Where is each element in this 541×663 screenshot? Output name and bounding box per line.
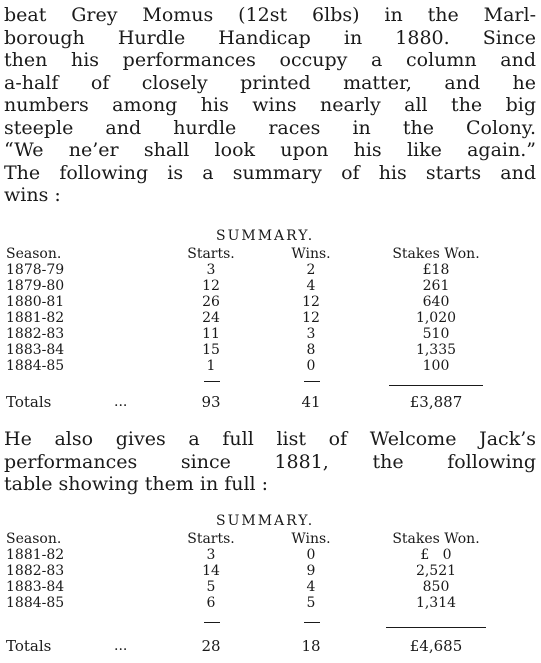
totals-stakes: £3,887 [409,393,463,411]
cell-season: 1881-82 [6,310,65,326]
totals-wins: 18 [301,637,321,655]
cell-starts: 6 [206,595,216,611]
table-row [6,262,536,278]
totals-starts: 93 [201,393,221,411]
cell-wins: 0 [306,358,316,374]
cell-starts: 5 [206,579,216,595]
text-line: performances since 1881, the following [4,450,536,473]
cell-stakes: 640 [422,294,450,310]
cell-starts: 3 [206,262,216,278]
cell-starts: 3 [206,547,216,563]
table-row [6,342,536,358]
totals-dash-wins [304,381,320,382]
totals-dots: ... [114,394,128,410]
header-wins: Wins. [291,246,331,262]
cell-stakes: 850 [422,579,450,595]
totals-dash-starts [204,381,220,382]
cell-wins: 5 [306,595,316,611]
cell-wins: 9 [306,563,316,579]
table-row [6,278,536,294]
table-row [6,310,536,326]
totals-stakes: £4,685 [409,637,463,655]
cell-wins: 4 [306,579,316,595]
totals-label: Totals [6,637,52,655]
text-line: table showing them in full : [4,473,269,495]
cell-season: 1884-85 [6,358,65,374]
cell-stakes: 1,335 [415,342,457,358]
totals-dash-wins [304,622,320,623]
cell-wins: 12 [302,310,320,326]
cell-starts: 11 [202,326,220,342]
cell-starts: 26 [202,294,220,310]
table-row [6,579,536,595]
table-row [6,595,536,611]
paragraph-welcome-jack [4,428,536,496]
header-stakes: Stakes Won. [392,246,480,262]
cell-starts: 12 [202,278,220,294]
header-wins: Wins. [291,531,331,547]
cell-season: 1879-80 [6,278,65,294]
totals-rule-stakes [386,627,486,628]
cell-stakes: 100 [422,358,450,374]
totals-starts: 28 [201,637,221,655]
totals-label: Totals [6,393,52,411]
text-line: steeple and hurdle races in the Colony. [4,116,536,139]
cell-stakes: 2,521 [415,563,457,579]
table-header-row [6,246,536,262]
cell-starts: 14 [202,563,220,579]
cell-season: 1883-84 [6,342,65,358]
text-line: wins : [4,184,61,206]
header-stakes: Stakes Won. [392,531,480,547]
cell-wins: 3 [306,326,316,342]
totals-dash-starts [204,622,220,623]
text-line: “We ne’er shall look upon his like again.” [4,139,536,161]
cell-wins: 8 [306,342,316,358]
table-title: SUMMARY. [216,228,315,244]
totals-wins: 41 [301,393,321,411]
cell-wins: 12 [302,294,320,310]
text-line: The following is a summary of his starts and [4,161,536,184]
table-row [6,547,536,563]
cell-season: 1882-83 [6,326,65,342]
paragraph-intro [4,4,536,207]
table-row [6,326,536,342]
cell-starts: 15 [202,342,220,358]
cell-season: 1881-82 [6,547,65,563]
header-season: Season. [6,246,62,262]
cell-stakes: 1,020 [415,310,457,326]
header-season: Season. [6,531,62,547]
cell-stakes: £18 [422,262,450,278]
cell-season: 1884-85 [6,595,65,611]
text-line: then his performances occupy a column and [4,49,536,71]
table-header-row [6,531,536,547]
totals-row [6,638,536,654]
table-row [6,563,536,579]
text-line: numbers among his wins nearly all the big [4,94,536,116]
header-starts: Starts. [187,531,235,547]
text-line: borough Hurdle Handicap in 1880. Since [4,26,536,49]
cell-stakes: 1,314 [415,595,457,611]
cell-season: 1882-83 [6,563,65,579]
table-row [6,358,536,374]
header-starts: Starts. [187,246,235,262]
cell-stakes: £ 0 [420,547,452,563]
cell-stakes: 510 [422,326,450,342]
cell-wins: 4 [306,278,316,294]
cell-season: 1878-79 [6,262,65,278]
text-line: He also gives a full list of Welcome Jack’s [4,428,536,450]
cell-season: 1880-81 [6,294,65,310]
table-title: SUMMARY. [216,513,315,529]
text-line: a-half of closely printed matter, and he [4,71,536,94]
totals-row [6,394,536,410]
totals-dots: ... [114,638,128,654]
cell-starts: 1 [206,358,216,374]
cell-starts: 24 [202,310,220,326]
cell-stakes: 261 [422,278,450,294]
cell-season: 1883-84 [6,579,65,595]
table-row [6,294,536,310]
cell-wins: 2 [306,262,316,278]
cell-wins: 0 [306,547,316,563]
totals-rule-stakes [389,385,483,386]
text-line: beat Grey Momus (12st 6lbs) in the Marl- [4,4,536,26]
